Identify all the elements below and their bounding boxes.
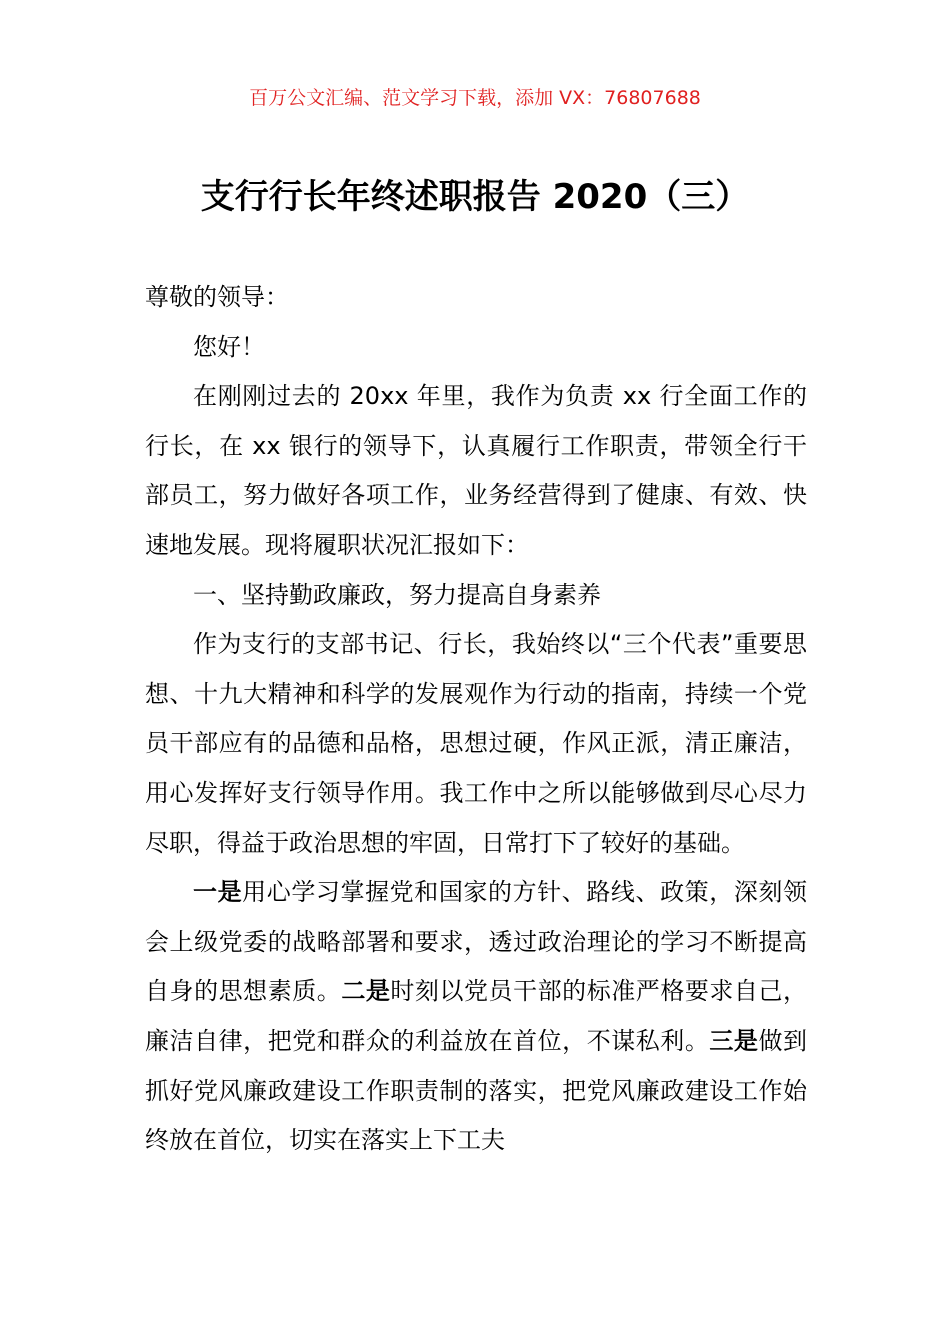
document-body bbox=[145, 273, 807, 1166]
point-label-1: 一是 bbox=[193, 878, 243, 907]
points-paragraph bbox=[145, 868, 807, 1166]
point-label-3: 三是 bbox=[709, 1026, 759, 1055]
section-heading: 一、坚持勤政廉政，努力提高自身素养 bbox=[193, 580, 601, 609]
document-title: 支行行长年终述职报告 2020（三） bbox=[200, 177, 750, 217]
section-paragraph: 作为支行的支部书记、行长，我始终以“三个代表”重要思想、十九大精神和科学的发展观作为行动的指南，持续一个党员干部应有的品德和品格，思想过硬，作风正派，清正廉洁，用心发挥好支行领导作用。我工作中之所以能够做到尽心尽力尽职，得益于政治思想的牢固，日常打下了较好的基础。 bbox=[145, 630, 807, 857]
point-label-2: 二是 bbox=[341, 977, 391, 1006]
point-text-1: 用心学习掌握党和国家的方针、路线、政策，深刻领会上级党委的战略部署和要求，透过政治理论的学习不断提高自身的思想素质。 bbox=[145, 878, 808, 1006]
intro-paragraph: 在刚刚过去的 20xx 年里，我作为负责 xx 行全面工作的行长，在 xx 银行的领导下，认真履行工作职责，带领全行干部员工，努力做好各项工作，业务经营得到了健康、有效、快速地发展。现将履职状况汇报如下： bbox=[145, 382, 807, 559]
point-text-3: 做到抓好党风廉政建设工作职责制的落实，把党风廉政建设工作始终放在首位，切实在落实上下工夫 bbox=[145, 1026, 808, 1155]
greeting: 您好！ bbox=[193, 332, 265, 361]
point-text-2: 时刻以党员干部的标准严格要求自己，廉洁自律，把党和群众的利益放在首位，不谋私利。 bbox=[145, 977, 808, 1055]
watermark-header: 百万公文汇编、范文学习下载，添加 VX：76807688 bbox=[249, 87, 701, 109]
salutation: 尊敬的领导： bbox=[145, 283, 289, 311]
